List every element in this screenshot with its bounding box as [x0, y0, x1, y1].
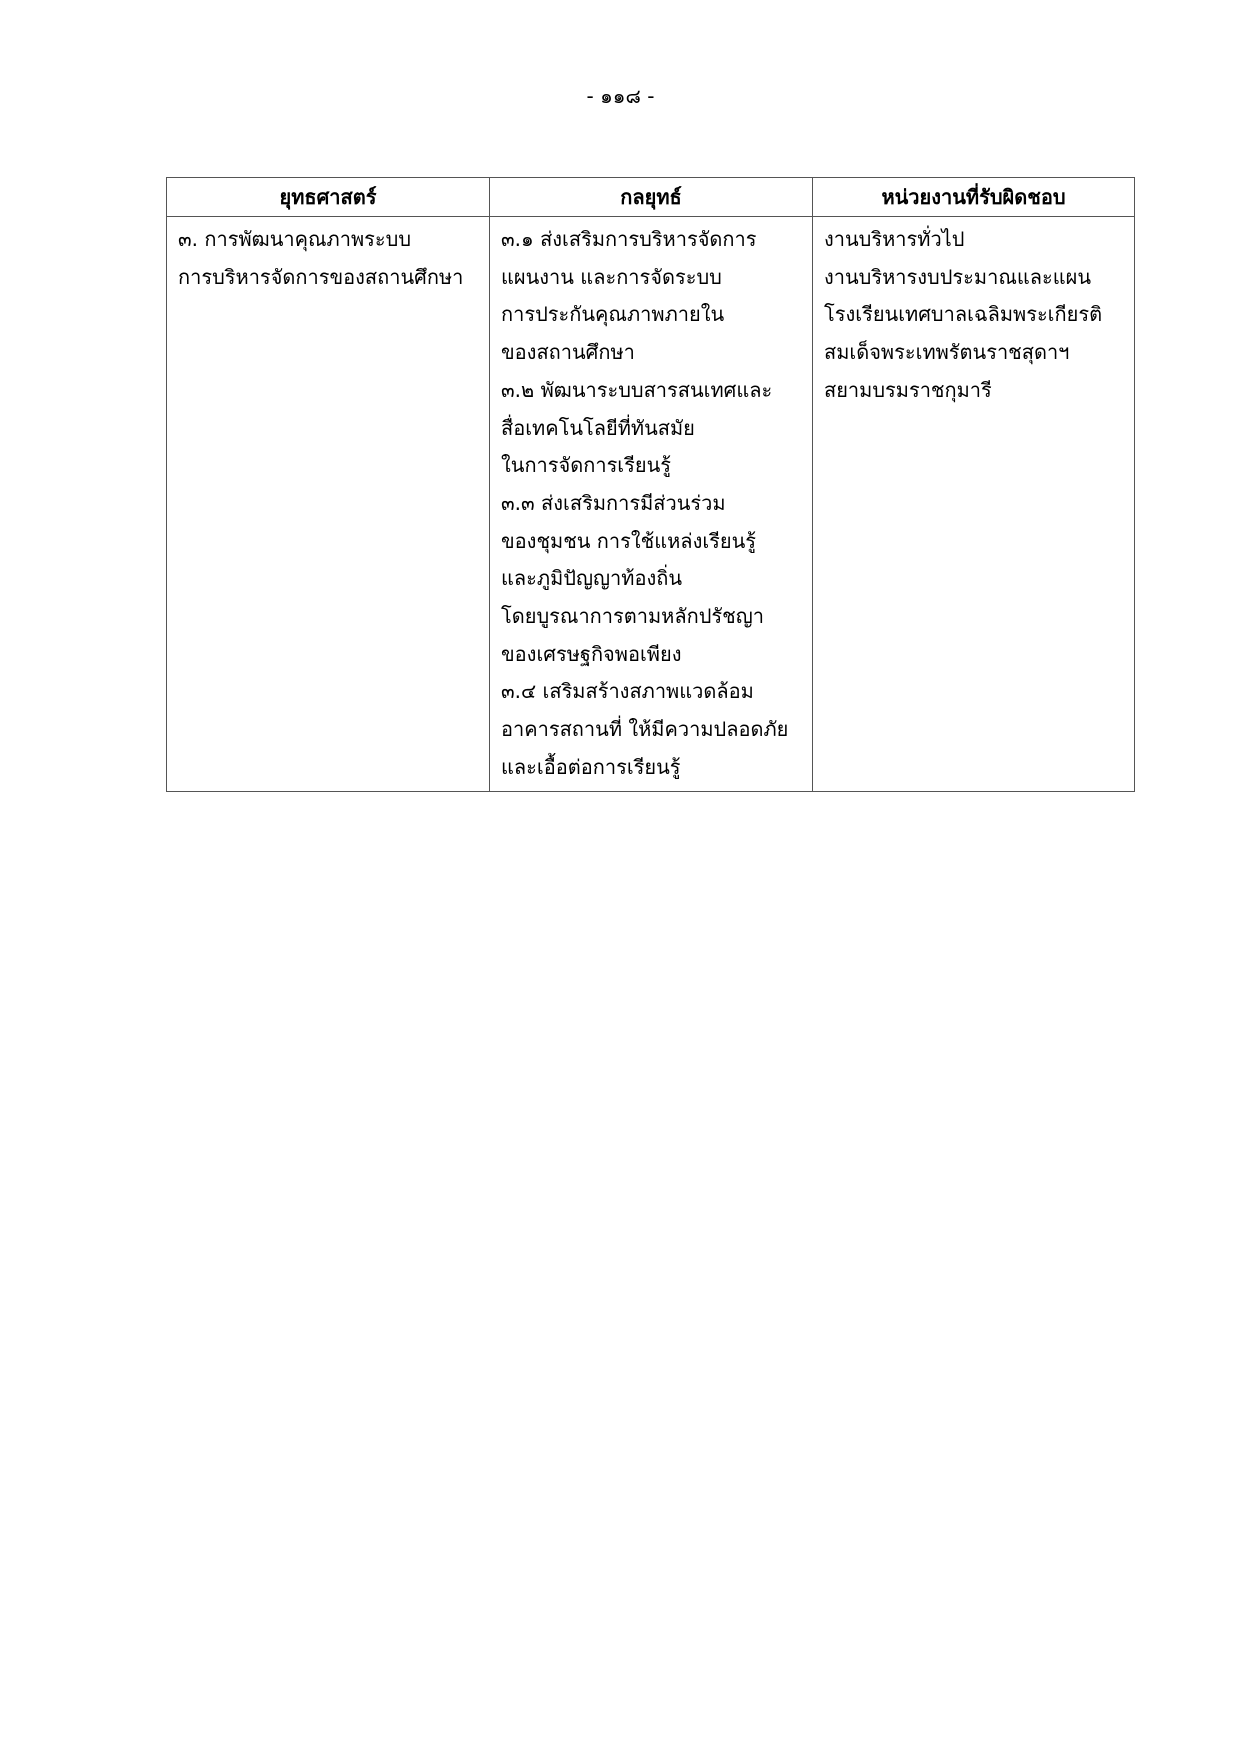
strategy-table [166, 177, 1135, 792]
tactic-line: การประกันคุณภาพภายใน [501, 302, 725, 327]
tactic-line: ของชุมชน การใช้แหล่งเรียนรู้ [501, 528, 757, 553]
tactic-line: แผนงาน และการจัดระบบ [501, 264, 722, 289]
strategy-line: ๓. การพัฒนาคุณภาพระบบ [178, 227, 412, 251]
header-tactic: กลยุทธ์ [490, 178, 813, 217]
tactic-cell [490, 217, 813, 792]
header-responsible-unit: หน่วยงานที่รับผิดชอบ [813, 178, 1135, 217]
table-header-row [167, 178, 1135, 217]
tactic-line: ของสถานศึกษา [501, 340, 635, 365]
tactic-line: และภูมิปัญญาท้องถิ่น [501, 566, 683, 591]
tactic-line: ๓.๑ ส่งเสริมการบริหารจัดการ [501, 227, 757, 251]
responsible-unit-cell [813, 217, 1135, 792]
tactic-line: ๓.๔ เสริมสร้างสภาพแวดล้อม [501, 679, 754, 704]
header-strategy: ยุทธศาสตร์ [167, 178, 490, 217]
strategy-line: การบริหารจัดการของสถานศึกษา [178, 264, 464, 289]
tactic-line: และเอื้อต่อการเรียนรู้ [501, 754, 681, 779]
responsible-unit-line: งานบริหารงบประมาณและแผน [824, 264, 1092, 289]
tactic-line: ในการจัดการเรียนรู้ [501, 453, 672, 478]
tactic-line: ๓.๒ พัฒนาระบบสารสนเทศและ [501, 377, 773, 402]
responsible-unit-line: โรงเรียนเทศบาลเฉลิมพระเกียรติ [824, 302, 1103, 327]
responsible-unit-line: งานบริหารทั่วไป [824, 227, 965, 251]
tactic-line: สื่อเทคโนโลยีที่ทันสมัย [501, 415, 695, 440]
table-row [167, 217, 1135, 792]
page-number: - ๑๑๘ - [586, 84, 655, 108]
tactic-line: โดยบูรณาการตามหลักปรัชญา [501, 604, 764, 629]
strategy-cell [167, 217, 490, 792]
tactic-line: อาคารสถานที่ ให้มีความปลอดภัย [501, 717, 789, 742]
responsible-unit-line: สยามบรมราชกุมารี [824, 377, 992, 402]
responsible-unit-line: สมเด็จพระเทพรัตนราชสุดาฯ [824, 340, 1070, 365]
tactic-line: ๓.๓ ส่งเสริมการมีส่วนร่วม [501, 490, 726, 515]
tactic-line: ของเศรษฐกิจพอเพียง [501, 641, 682, 666]
